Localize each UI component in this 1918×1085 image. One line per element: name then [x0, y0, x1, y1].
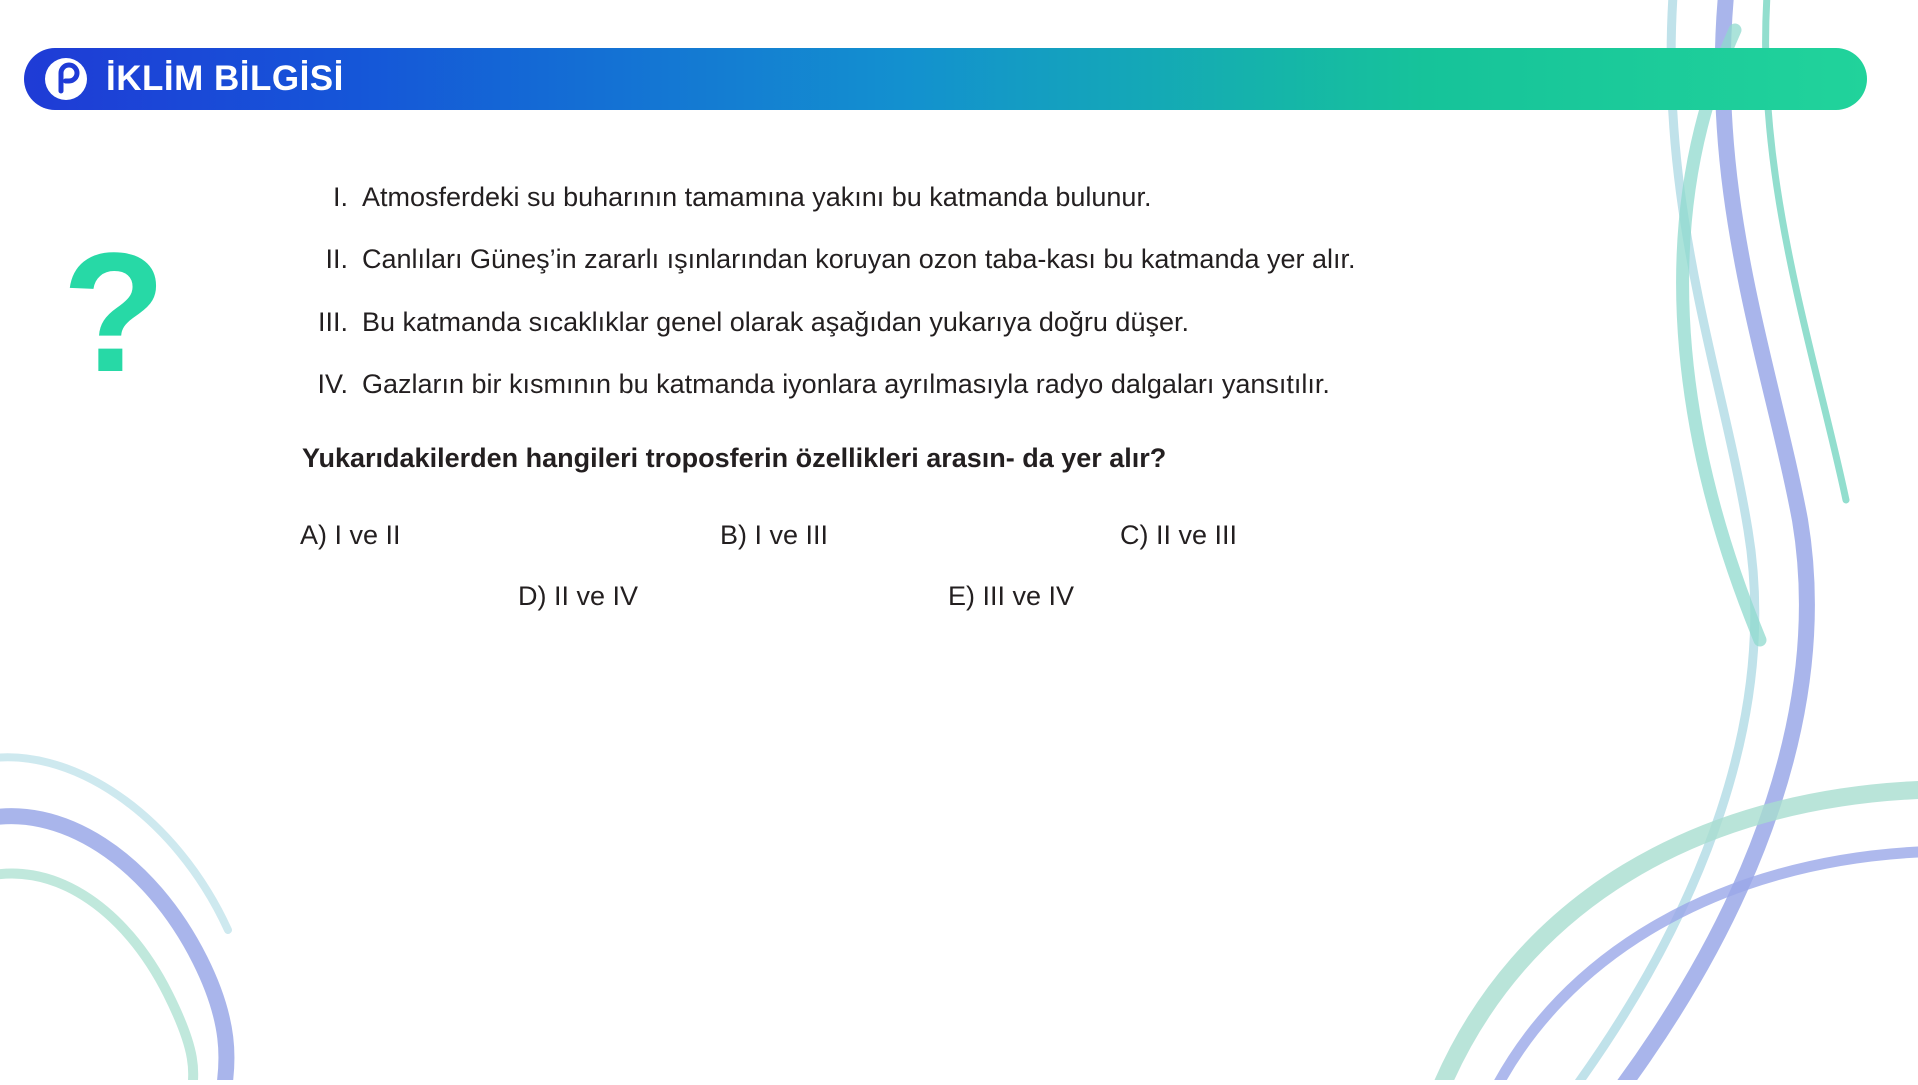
statement-text: Bu katmanda sıcaklıklar genel olarak aşağıdan yukarıya doğru düşer.: [362, 306, 1189, 337]
answer-choice-b[interactable]: B) I ve III: [720, 520, 829, 551]
answer-choices-row-2: [300, 581, 1420, 612]
statement-list: [300, 178, 1420, 403]
answer-choices-row-1: [300, 520, 1420, 551]
answer-choice-a[interactable]: A) I ve II: [300, 520, 401, 551]
statement-numeral: II.: [325, 244, 348, 275]
list-item: [300, 240, 1420, 278]
brand-p-icon: [44, 57, 88, 101]
statement-numeral: I.: [332, 182, 348, 212]
list-item: [300, 365, 1420, 403]
question-prompt: Yukarıdakilerden hangileri troposferin özellikleri arasın- da yer alır?: [302, 443, 1167, 474]
question-content: [300, 178, 1420, 612]
page-title: İKLİM BİLGİSİ: [106, 59, 344, 98]
answer-choice-e[interactable]: E) III ve IV: [948, 581, 1075, 612]
question-mark-icon: ?: [62, 218, 166, 408]
statement-text: Canlıları Güneş’in zararlı ışınlarından koruyan ozon taba-kası bu katmanda yer alır.: [362, 244, 1356, 275]
statement-text: Gazların bir kısmının bu katmanda iyonlara ayrılmasıyla radyo dalgaları yansıtılır.: [362, 368, 1330, 399]
list-item: [300, 178, 1420, 216]
statement-numeral: III.: [317, 306, 348, 337]
list-item: [300, 303, 1420, 341]
answer-choice-c[interactable]: C) II ve III: [1120, 520, 1238, 551]
statement-text: Atmosferdeki su buharının tamamına yakını bu katmanda bulunur.: [362, 182, 1152, 212]
answer-choice-d[interactable]: D) II ve IV: [518, 581, 639, 612]
header-bar: [24, 48, 1867, 110]
statement-numeral: IV.: [317, 368, 348, 399]
